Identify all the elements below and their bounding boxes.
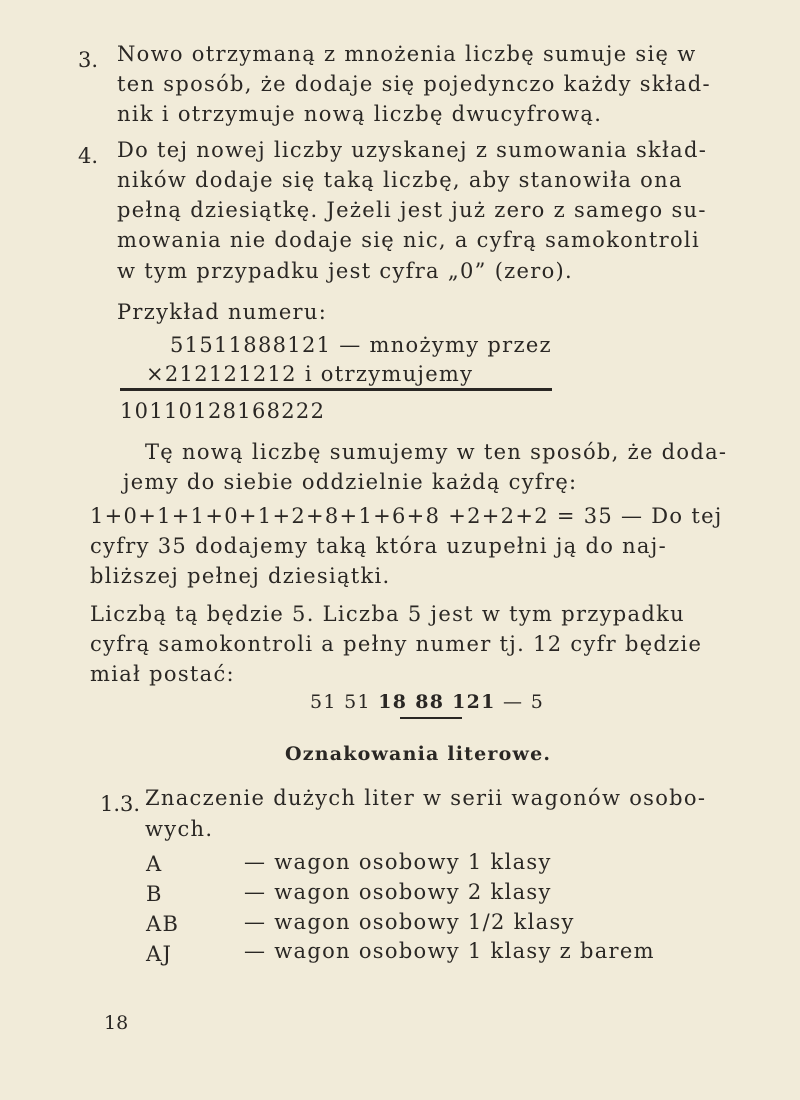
letter-desc-row-3: — wagon osobowy 1/2 klasy [244,910,575,934]
full-number-prefix: 51 51 [310,691,379,713]
item-3-number: 3. [78,48,99,72]
example-multiplicand: 51511888121 — mnożymy przez [170,333,552,357]
conclusion-line-1: Liczbą tą będzie 5. Liczba 5 jest w tym przypadku [90,602,685,626]
sum-line-1: Tę nową liczbę sumujemy w ten sposób, że doda- [145,440,728,464]
item-4-line-1: Do tej nowej liczby uzyskanej z sumowania skład- [117,138,708,162]
page-number: 18 [104,1012,129,1034]
item-4-line-5: w tym przypadku jest cyfra „0” (zero). [117,259,574,283]
item-4-number: 4. [78,144,99,168]
section-title: Oznakowania literowe. [285,743,552,765]
sum-line-4: cyfry 35 dodajemy taką która uzupełni ją do naj- [90,534,667,558]
item-3-line-3: nik i otrzymuje nową liczbę dwucyfrową. [117,102,603,126]
number-underline [400,717,462,719]
item-4-line-3: pełną dziesiątkę. Jeżeli jest już zero z samego su- [117,198,707,222]
letter-code-row-2: B [146,882,163,906]
letter-code-row-4: AJ [146,942,173,966]
sum-line-2: jemy do siebie oddzielnie każdą cyfrę: [123,470,578,494]
item-1-3-number: 1.3. [100,792,141,816]
full-number-bold: 18 88 121 [378,691,496,713]
item-1-3-line-1: Znaczenie dużych liter w serii wagonów osobo- [145,786,707,810]
item-1-3-line-2: wych. [145,817,214,841]
example-heading: Przykład numeru: [117,300,328,324]
letter-code-row-1: A [146,852,163,876]
example-result: 10110128168222 [120,399,326,423]
item-4-line-2: ników dodaje się taką liczbę, aby stanowiła ona [117,168,683,192]
letter-desc-row-2: — wagon osobowy 2 klasy [244,880,552,904]
item-3-line-2: ten sposób, że dodaje się pojedynczo każdy skład- [117,72,711,96]
item-3-line-1: Nowo otrzymaną z mnożenia liczbę sumuje się w [117,42,697,66]
sum-line-5: bliższej pełnej dziesiątki. [90,564,391,588]
conclusion-line-3: miał postać: [90,662,235,686]
full-number [310,688,544,716]
sum-line-3: 1+0+1+1+0+1+2+8+1+6+8 +2+2+2 = 35 — Do tej [90,504,723,528]
example-multiplier: ×212121212 i otrzymujemy [146,362,474,386]
letter-code-row-3: AB [146,912,180,936]
letter-desc-row-1: — wagon osobowy 1 klasy [244,850,552,874]
conclusion-line-2: cyfrą samokontroli a pełny numer tj. 12 cyfr będzie [90,632,703,656]
full-number-suffix: — 5 [495,691,545,713]
item-4-line-4: mowania nie dodaje się nic, a cyfrą samokontroli [117,228,700,252]
letter-desc-row-4: — wagon osobowy 1 klasy z barem [244,939,655,963]
multiplication-rule [120,388,552,391]
